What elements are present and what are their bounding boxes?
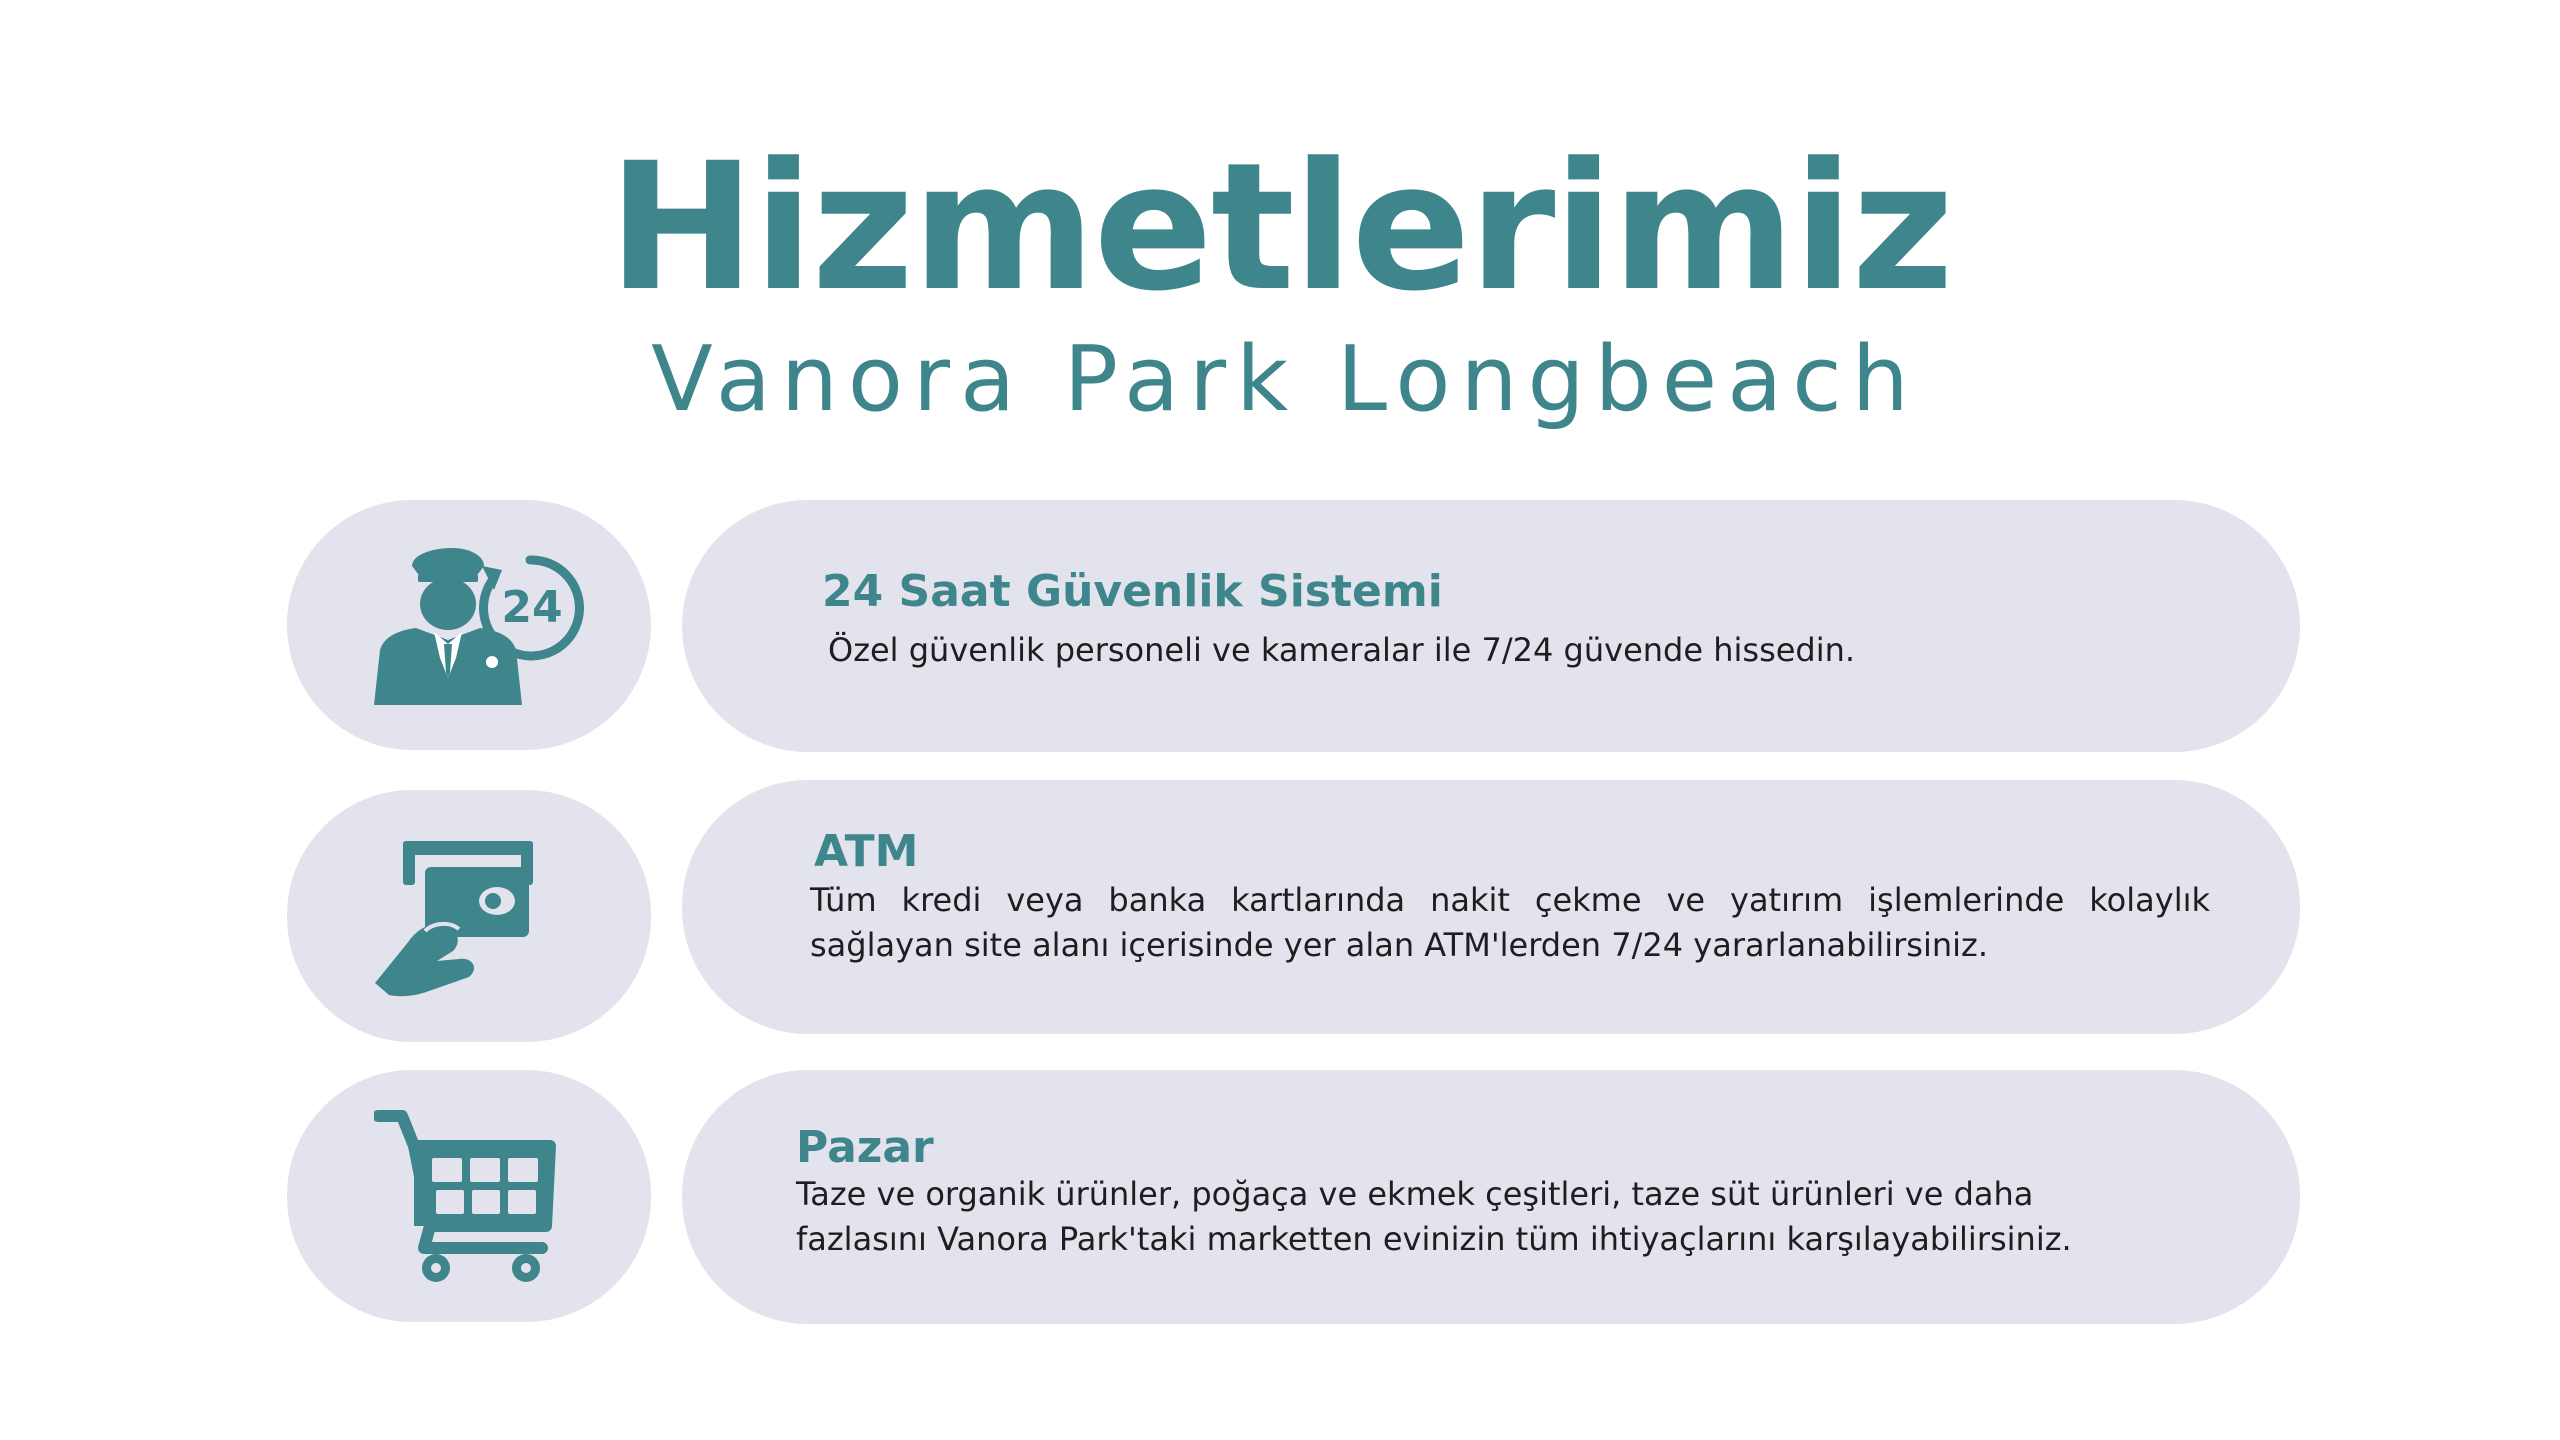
service-card-market	[682, 1070, 2300, 1324]
service-card-atm	[682, 780, 2300, 1034]
service-description: Özel güvenlik personeli ve kameralar ile 7/24 güvende hissedin.	[828, 631, 1856, 669]
security-icon-pill	[287, 500, 651, 750]
service-title: ATM	[814, 826, 919, 877]
service-description: Tüm kredi veya banka kartlarında nakit çekme ve yatırım işlemlerinde kolaylık sağlayan site alanı içerisinde yer alan ATM'lerden 7/24 yararlanabilirsiniz.	[810, 881, 2210, 964]
shopping-cart-icon	[374, 1106, 564, 1286]
market-icon-pill	[287, 1070, 651, 1322]
svg-text:24: 24	[501, 582, 563, 633]
service-description: Taze ve organik ürünler, poğaça ve ekmek çeşitleri, taze süt ürünleri ve daha fazlasını Vanora Park'taki marketten evinizin tüm ihtiyaçlarını karşılayabilirsiniz.	[796, 1175, 2072, 1258]
atm-icon-pill	[287, 790, 651, 1042]
page-subtitle: Vanora Park Longbeach	[651, 327, 1919, 432]
atm-card-icon	[369, 831, 569, 1001]
service-title: Pazar	[796, 1122, 934, 1173]
page-title: Hizmetlerimiz	[608, 125, 1952, 330]
service-title: 24 Saat Güvenlik Sistemi	[822, 566, 1443, 617]
security-guard-24h-icon	[354, 540, 584, 710]
service-card-security	[682, 500, 2300, 752]
